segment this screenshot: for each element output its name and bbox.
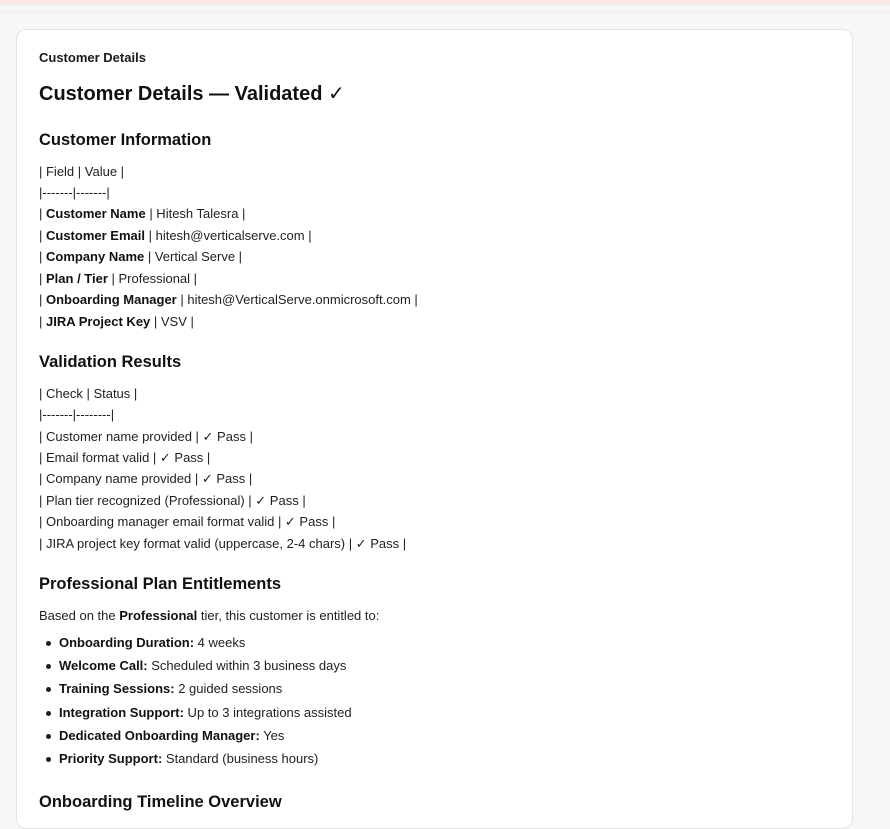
list-item: Welcome Call: Scheduled within 3 business days xyxy=(39,658,352,681)
customer-table-header: | Field | Value | xyxy=(39,164,125,179)
top-divider xyxy=(0,11,890,12)
customer-row-jira-key: | JIRA Project Key | VSV | xyxy=(39,314,194,329)
validation-row: | JIRA project key format valid (uppercase, 2-4 chars) | ✓ Pass | xyxy=(39,536,407,551)
list-item: Priority Support: Standard (business hours) xyxy=(39,751,352,774)
customer-row-name: | Customer Name | Hitesh Talesra | xyxy=(39,206,246,221)
timeline-heading: Onboarding Timeline Overview xyxy=(39,793,282,811)
validation-row: | Company name provided | ✓ Pass | xyxy=(39,471,253,486)
customer-row-manager: | Onboarding Manager | hitesh@VerticalServe.onmicrosoft.com | xyxy=(39,292,418,307)
customer-details-card xyxy=(16,29,853,829)
card-title: Customer Details xyxy=(39,50,146,65)
top-bar xyxy=(0,0,890,5)
list-item: Onboarding Duration: 4 weeks xyxy=(39,635,352,658)
page-heading: Customer Details — Validated ✓ xyxy=(39,83,345,105)
validation-table-header: | Check | Status | xyxy=(39,386,138,401)
customer-table-separator: |-------|-------| xyxy=(39,185,110,200)
list-item: Dedicated Onboarding Manager: Yes xyxy=(39,728,352,751)
entitlements-list xyxy=(39,635,352,774)
validation-row: | Customer name provided | ✓ Pass | xyxy=(39,429,253,444)
customer-info-heading: Customer Information xyxy=(39,131,212,149)
customer-row-company: | Company Name | Vertical Serve | xyxy=(39,249,243,264)
validation-row: | Plan tier recognized (Professional) | ✓ Pass | xyxy=(39,493,306,508)
validation-row: | Onboarding manager email format valid | ✓ Pass | xyxy=(39,514,336,529)
list-item: Training Sessions: 2 guided sessions xyxy=(39,681,352,704)
entitlements-heading: Professional Plan Entitlements xyxy=(39,575,282,593)
validation-table-separator: |-------|--------| xyxy=(39,407,115,422)
validation-heading: Validation Results xyxy=(39,353,182,371)
list-item: Integration Support: Up to 3 integrations assisted xyxy=(39,705,352,728)
customer-row-plan: | Plan / Tier | Professional | xyxy=(39,271,198,286)
validation-row: | Email format valid | ✓ Pass | xyxy=(39,450,211,465)
entitlements-intro: Based on the Professional tier, this customer is entitled to: xyxy=(39,608,380,623)
customer-row-email: | Customer Email | hitesh@verticalserve.com | xyxy=(39,228,312,243)
